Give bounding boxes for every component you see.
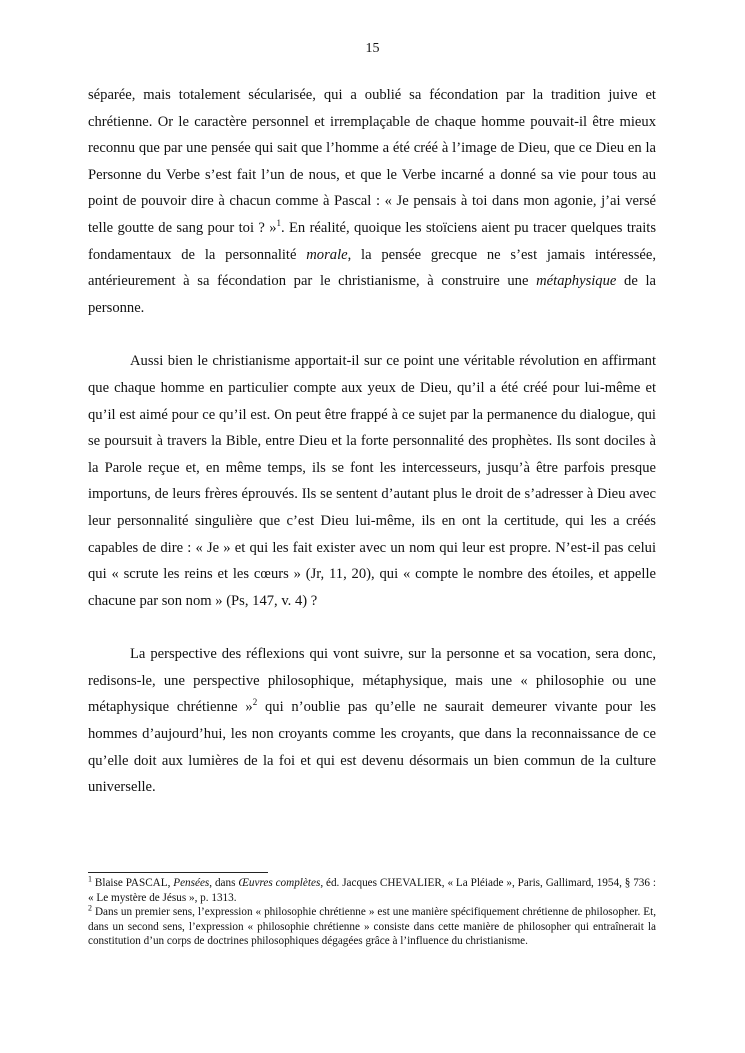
footnote-1-text-b: , dans	[209, 877, 239, 889]
paragraph-1-text-c: , la pensée grecque ne s’est jamais intéressée, antérieurement à sa fécondation par le christianisme, à construire une	[88, 246, 656, 290]
footnote-1-number: 1	[88, 874, 92, 884]
footnote-ref-1: 1	[276, 218, 282, 229]
footnotes	[88, 876, 656, 949]
paragraph-3-text-a: La perspective des réflexions qui vont suivre, sur la personne et sa vocation, sera donc, redisons-le, une perspective philosophique, métaphysique, mais une « philosophie ou une métaphysique chrétienne »	[88, 646, 656, 716]
paragraph-1-text-b: . En réalité, quoique les stoïciens aient pu tracer quelques traits fondamentaux de la personnalité	[88, 219, 657, 263]
paragraph-1-text-d: de la personne.	[88, 273, 656, 316]
footnote-2-text: Dans un premier sens, l’expression « philosophie chrétienne » est une manière spécifiquement chrétienne de philosopher. Et, dans un second sens, l’expression « philosophie chrétienne » consiste dans cette manière de philosopher qui entraînerait la constitution d’un corps de doctrines philosophiques dégagées grâce à l’influence du christianisme.	[88, 906, 656, 948]
footnote-1-title-oeuvres: Œuvres complètes	[238, 877, 321, 889]
footnote-1-text-c: , éd. Jacques CHEVALIER, « La Pléiade », Paris, Gallimard, 1954, § 736 : « Le mystère de Jésus », p. 1313.	[88, 877, 656, 904]
footnote-2-number: 2	[88, 903, 92, 913]
footnote-2	[88, 905, 656, 949]
emphasis-metaphysique: métaphysique	[536, 273, 617, 290]
footnote-1	[88, 876, 656, 905]
footnote-1-title-pensees: Pensées	[173, 877, 210, 889]
page-number: 15	[365, 41, 380, 56]
footnote-divider	[88, 872, 268, 873]
paragraph-3	[88, 641, 656, 801]
paragraph-2: Aussi bien le christianisme apportait-il sur ce point une véritable révolution en affirmant que chaque homme en particulier compte aux yeux de Dieu, qu’il a été créé pour lui-même et qu’il est aimé pour ce qu’il est. On peut être frappé à ce sujet par la permanence du dialogue, qui se poursuit à travers la Bible, entre Dieu et la forte personnalité des prophètes. Ils sont dociles à la Parole reçue et, en même temps, ils se font les intercesseurs, jusqu’à être parfois presque importuns, de leurs frères éprouvés. Ils se sentent d’autant plus le droit de s’adresser à Dieu avec leur personnalité singulière que c’est Dieu lui-même, ils en ont la certitude, qui les a créés capables de dire : « Je » et qui les fait exister avec un nom qui leur est propre. N’est-il pas celui qui « scrute les reins et les cœurs » (Jr, 11, 20), qui « compte le nombre des étoiles, et appelle chacune par son nom » (Ps, 147, v. 4) ?	[88, 353, 656, 609]
footnote-ref-2: 2	[252, 697, 258, 708]
body-text	[88, 82, 656, 801]
paragraph-1	[88, 82, 656, 321]
footnote-1-text-a: Blaise PASCAL,	[92, 877, 174, 889]
paragraph-3-text-b: qui n’oublie pas qu’elle ne saurait demeurer vivante pour les hommes d’aujourd’hui, les non croyants comme les croyants, que dans la reconnaissance de ce qu’elle doit aux lumières de la foi et qui est devenu désormais un bien commun de la culture universelle.	[88, 699, 656, 796]
emphasis-morale: morale	[306, 246, 348, 263]
paragraph-1-text-a: séparée, mais totalement sécularisée, qui a oublié sa fécondation par la tradition juive et chrétienne. Or le caractère personnel et irremplaçable de chaque homme pouvait-il être mieux reconnu que par une pensée qui sait que l’homme a été créé à l’image de Dieu, que ce Dieu en la Personne du Verbe s’est fait l’un de nous, et que le Verbe incarné a donné sa vie pour tous au point de pouvoir dire à chacun comme à Pascal : « Je pensais à toi dans mon agonie, j’ai versé telle goutte de sang pour toi ? »	[88, 87, 656, 236]
